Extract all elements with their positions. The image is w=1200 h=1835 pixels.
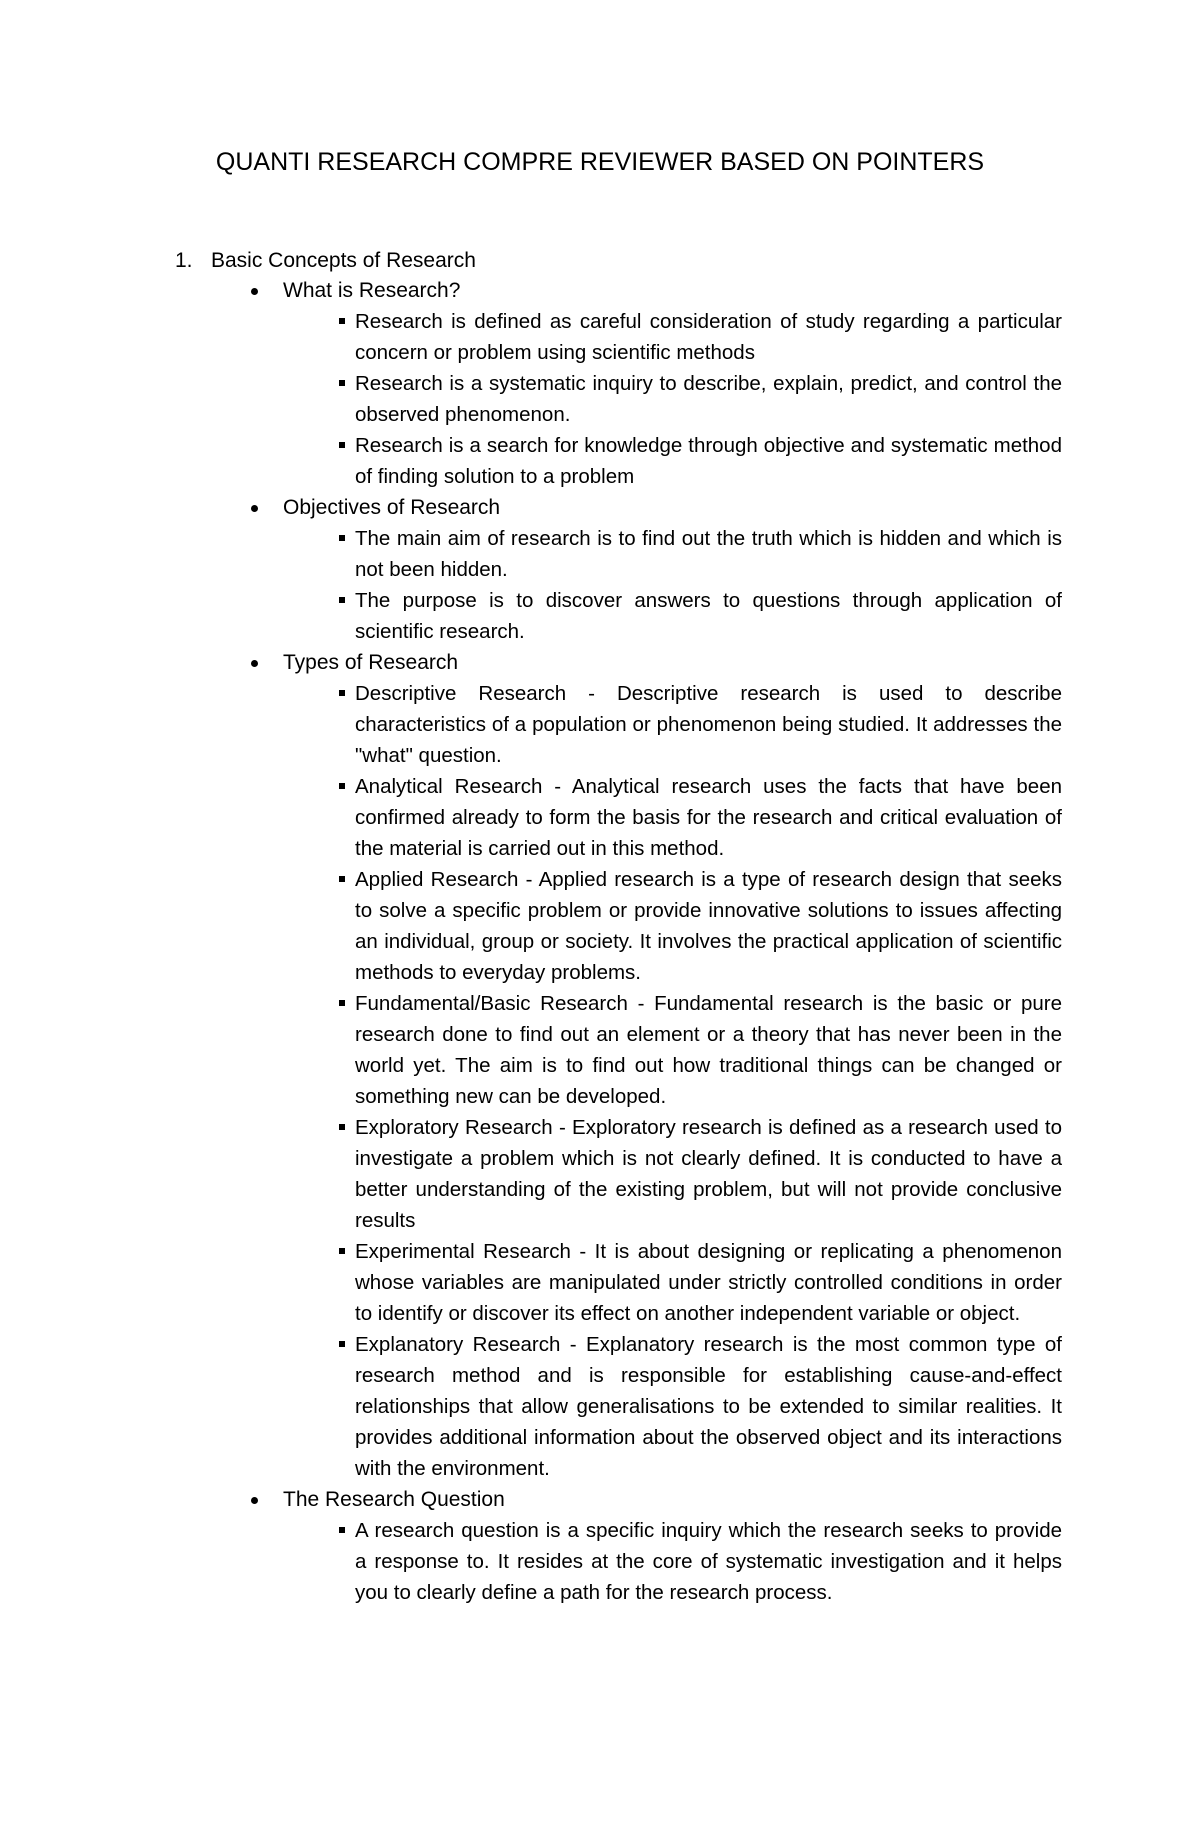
topic	[0, 647, 1200, 1484]
bullet-text: The purpose is to discover answers to questions through application of scientific research.	[355, 589, 1062, 643]
square-bullet-icon	[339, 783, 345, 789]
bullet-dot-icon	[251, 505, 258, 512]
bullet-dot-icon	[251, 660, 258, 667]
square-bullet-icon	[339, 597, 345, 603]
topic-heading-text: The Research Question	[283, 1488, 505, 1511]
bullet-list	[0, 1515, 1200, 1608]
bullet-text: Descriptive Research - Descriptive research is used to describe characteristics of a population or phenomenon being studied. It addresses the "what" question.	[355, 682, 1062, 767]
bullet-list	[0, 523, 1200, 647]
bullet-item	[355, 864, 1062, 988]
square-bullet-icon	[339, 1341, 345, 1347]
topic-heading-text: Types of Research	[283, 651, 459, 674]
bullet-item	[355, 1515, 1062, 1608]
topic-heading	[0, 1484, 1200, 1515]
bullet-dot-icon	[251, 288, 258, 295]
topic-heading	[0, 275, 1200, 306]
bullet-text: Research is a systematic inquiry to describe, explain, predict, and control the observed phenomenon.	[355, 372, 1062, 426]
bullet-list	[0, 678, 1200, 1484]
topic	[0, 1484, 1200, 1608]
bullet-text: Explanatory Research - Explanatory research is the most common type of research method and is responsible for establishing cause-and-effect relationships that allow generalisations to be extended to similar realities. It provides additional information about the observed object and its interactions with the environment.	[355, 1333, 1062, 1480]
bullet-text: Fundamental/Basic Research - Fundamental research is the basic or pure research done to find out an element or a theory that has never been in the world yet. The aim is to find out how traditional things can be changed or something new can be developed.	[355, 992, 1062, 1108]
bullet-item	[355, 430, 1062, 492]
bullet-item	[355, 771, 1062, 864]
bullet-dot-icon	[251, 1497, 258, 1504]
square-bullet-icon	[339, 1124, 345, 1130]
square-bullet-icon	[339, 1000, 345, 1006]
square-bullet-icon	[339, 690, 345, 696]
bullet-text: Experimental Research - It is about designing or replicating a phenomenon whose variables are manipulated under strictly controlled conditions in order to identify or discover its effect on another independent variable or object.	[355, 1240, 1062, 1325]
bullet-item	[355, 1112, 1062, 1236]
bullet-text: A research question is a specific inquiry which the research seeks to provide a response to. It resides at the core of systematic investigation and it helps you to clearly define a path for the research process.	[355, 1519, 1062, 1604]
bullet-item	[355, 585, 1062, 647]
bullet-text: Exploratory Research - Exploratory research is defined as a research used to investigate a problem which is not clearly defined. It is conducted to have a better understanding of the existing problem, but will not provide conclusive results	[355, 1116, 1062, 1232]
section-heading-text: Basic Concepts of Research	[211, 249, 476, 272]
square-bullet-icon	[339, 1248, 345, 1254]
bullet-text: Applied Research - Applied research is a type of research design that seeks to solve a specific problem or provide innovative solutions to issues affecting an individual, group or society. It involves the practical application of scientific methods to everyday problems.	[355, 868, 1062, 984]
bullet-item	[355, 306, 1062, 368]
square-bullet-icon	[339, 442, 345, 448]
topic-heading-text: Objectives of Research	[283, 496, 501, 519]
section-number: 1.	[175, 249, 193, 272]
bullet-list	[0, 306, 1200, 492]
bullet-text: Research is defined as careful consideration of study regarding a particular concern or problem using scientific methods	[355, 310, 1062, 364]
bullet-text: The main aim of research is to find out the truth which is hidden and which is not been hidden.	[355, 527, 1062, 581]
topic	[0, 275, 1200, 492]
square-bullet-icon	[339, 1527, 345, 1533]
bullet-text: Analytical Research - Analytical research uses the facts that have been confirmed already to form the basis for the research and critical evaluation of the material is carried out in this method.	[355, 775, 1062, 860]
topic-heading	[0, 647, 1200, 678]
bullet-text: Research is a search for knowledge through objective and systematic method of finding solution to a problem	[355, 434, 1062, 488]
bullet-item	[355, 1236, 1062, 1329]
square-bullet-icon	[339, 380, 345, 386]
bullet-item	[355, 523, 1062, 585]
square-bullet-icon	[339, 318, 345, 324]
bullet-item	[355, 1329, 1062, 1484]
topic-list	[0, 275, 1200, 1608]
square-bullet-icon	[339, 876, 345, 882]
bullet-item	[355, 368, 1062, 430]
square-bullet-icon	[339, 535, 345, 541]
section-heading	[175, 246, 476, 276]
document-title: QUANTI RESEARCH COMPRE REVIEWER BASED ON POINTERS	[215, 148, 985, 176]
topic-heading	[0, 492, 1200, 523]
topic	[0, 492, 1200, 647]
bullet-item	[355, 988, 1062, 1112]
bullet-item	[355, 678, 1062, 771]
topic-heading-text: What is Research?	[283, 279, 461, 302]
